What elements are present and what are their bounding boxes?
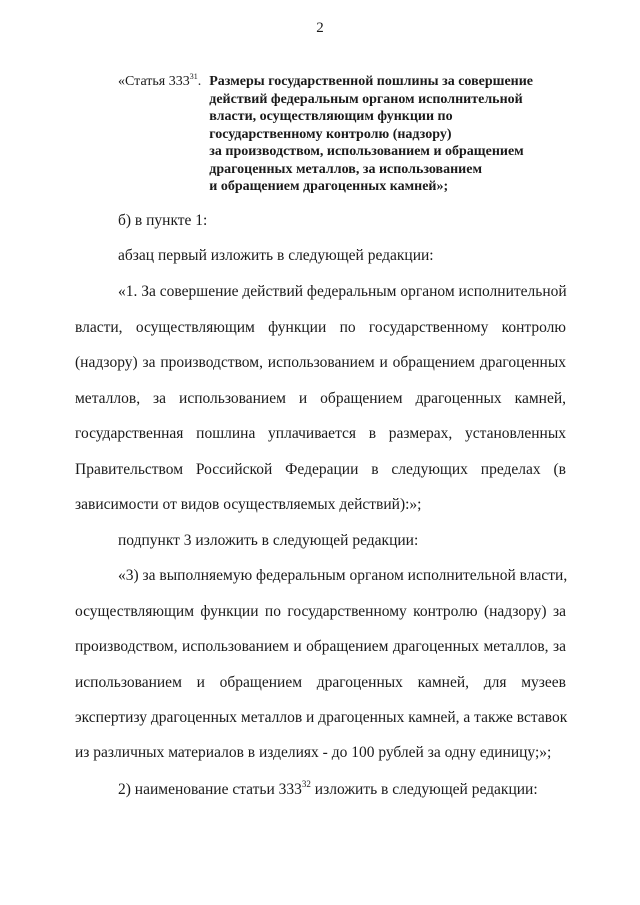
article-title-line: власти, осуществляющим функции по [209,109,453,124]
item-2-heading [118,780,538,800]
item-2-superscript: 32 [301,779,311,789]
subpoint-instruction: подпункт 3 изложить в следующей редакции: [118,532,419,549]
article-heading [118,73,588,196]
paragraph-line: осуществляющим функции по государственному контролю (надзору) за [75,603,566,620]
paragraph-line: экспертизу драгоценных металлов и драгоценных камней, а также вставок [75,709,568,726]
article-title-line: действий федеральным органом исполнительной [209,91,523,107]
paragraph-instruction: абзац первый изложить в следующей редакции: [118,247,434,264]
paragraph-line: производством, использованием и обращением драгоценных металлов, за [75,638,566,655]
paragraph-line: использованием и обращением драгоценных камней, для музеев [75,674,566,691]
paragraph-line: государственная пошлина уплачивается в размерах, установленных [75,425,566,442]
page-number: 2 [316,20,324,36]
article-label [118,73,209,196]
article-title-line: драгоценных металлов, за использованием [209,161,482,177]
article-title-line: Размеры государственной пошлины за совершение [209,74,534,89]
article-title-line: и обращением драгоценных камней»; [209,179,449,194]
article-label-text: «Статья 333 [118,74,190,89]
paragraph-line: власти, осуществляющим функции по государственному контролю [75,319,566,336]
paragraph-line: Правительством Российской Федерации в следующих пределах (в [75,461,566,478]
paragraph-line: зависимости от видов осуществляемых действий):»; [75,496,422,513]
article-label-superscript: 31 [189,72,198,81]
item-2-text: 2) наименование статьи 333 [118,781,302,798]
article-label-suffix: . [197,74,202,89]
paragraph-line: «1. За совершение действий федеральным органом исполнительной [118,283,567,300]
article-title [209,73,533,196]
item-2-suffix: изложить в следующей редакции: [310,781,538,798]
paragraph-line: (надзору) за производством, использованием и обращением драгоценных [75,354,566,371]
paragraph-line: металлов, за использованием и обращением драгоценных камней, [75,390,566,407]
subitem-b-heading: б) в пункте 1: [118,212,208,229]
paragraph-line: из различных материалов в изделиях - до 100 рублей за одну единицу;»; [75,744,552,761]
article-title-line: государственному контролю (надзору) [209,126,452,142]
paragraph-line: «3) за выполняемую федеральным органом исполнительной власти, [118,567,568,584]
article-title-line: за производством, использованием и обращением [209,144,524,159]
